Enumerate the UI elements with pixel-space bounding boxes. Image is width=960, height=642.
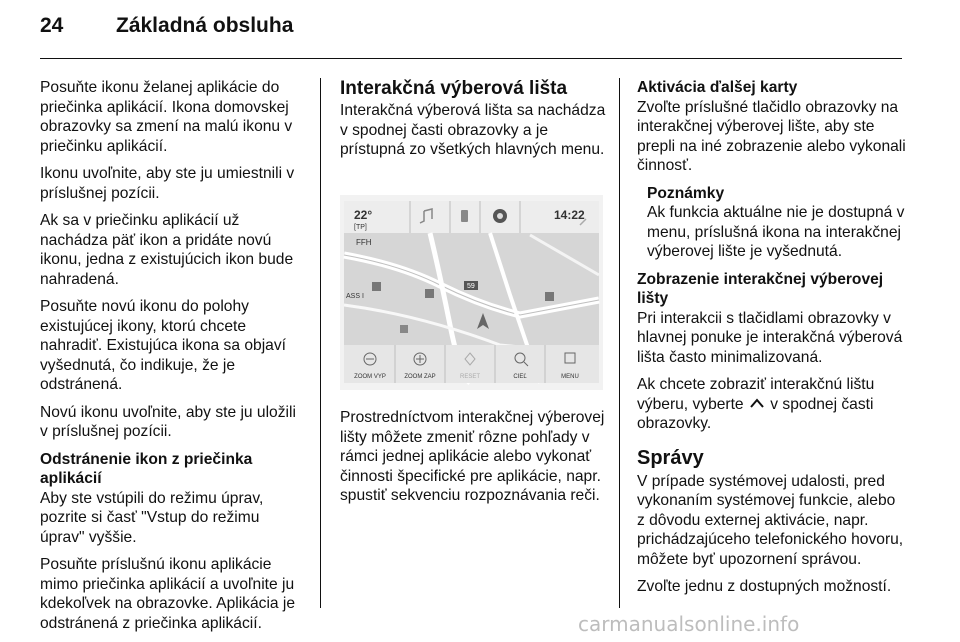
paragraph: Ikonu uvoľnite, aby ste ju umiestnili v príslušnej pozícii. — [40, 165, 295, 202]
map-place-label: ASS I — [346, 293, 364, 300]
column-divider-2 — [619, 78, 620, 608]
paragraph: Posuňte príslušnú ikonu aplikácie mimo priečinka aplikácií a uvoľnite ju kdekoľvek na obrazovke. Aplikácia je odstránená z priečinka aplikácií. — [40, 556, 296, 632]
column-3 — [637, 78, 907, 605]
poi-icon — [400, 325, 408, 333]
column-divider-1 — [320, 78, 321, 608]
zoom-in-button: ZOOM ZAP — [404, 374, 436, 380]
paragraph: Interakčná výberová lišta sa nachádza v spodnej časti obrazovky a je prístupná zo všetkých hlavných menu. — [340, 102, 606, 158]
poi-icon — [372, 282, 381, 291]
menu-button: MENU — [561, 374, 579, 380]
paragraph: Ak sa v priečinku aplikácií už nachádza päť ikon a pridáte novú ikonu, jedna z existujúcich ikon bude nahradená. — [40, 212, 294, 288]
paragraph: Prostredníctvom interakčnej výberovej lišty môžete zmeniť rôzne pohľady v rámci jednej aplikácie alebo vykonať činnosti špecifické pre aplikácie, napr. spustiť sekvenciu rozpoznávania reči. — [340, 409, 605, 504]
screen-svg — [340, 195, 603, 390]
column-1 — [40, 78, 308, 641]
note-block — [647, 184, 907, 262]
chapter-title: Základná obsluha — [116, 14, 294, 37]
clock-label: 14:22 — [554, 208, 585, 222]
paragraph: Zvoľte jednu z dostupných možností. — [637, 578, 892, 595]
header-divider — [40, 58, 902, 59]
station-label: FFH — [356, 238, 372, 247]
paragraph-with-icon — [637, 375, 907, 434]
road-number-label: 59 — [467, 283, 475, 290]
paragraph: V prípade systémovej udalosti, pred vykonaním systémovej funkcie, alebo z dôvodu externej aktivácie, napr. prichádzajúceho telefonického hovoru, môžete byť upozornení správou. — [637, 472, 904, 568]
subheading-remove-icons: Odstránenie ikon z priečinka aplikácií — [40, 450, 253, 487]
page-number: 24 — [40, 14, 64, 37]
infotainment-screen-illustration — [340, 195, 603, 390]
phone-icon — [461, 210, 468, 222]
tp-label: [TP] — [354, 224, 367, 231]
paragraph-text-after: v spodnej časti obrazovky. — [637, 395, 874, 432]
note-text: Ak funkcia aktuálne nie je dostupná v menu, príslušná ikona na interakčnej výberovej lište je vyšednutá. — [647, 204, 905, 260]
column-2-lower — [340, 408, 608, 514]
paragraph: Posuňte novú ikonu do polohy existujúcej ikony, ktorú chcete nahradiť. Existujúca ikona sa objaví vyšednutá, čo indikuje, že je odstránená. — [40, 298, 286, 393]
temperature-label: 22° — [354, 208, 373, 222]
subheading-show-bar: Zobrazenie interakčnej výberovej lišty — [637, 270, 884, 307]
zoom-out-button: ZOOM VYP — [354, 374, 386, 380]
section-title-messages: Správy — [637, 446, 704, 469]
paragraph-text-before: Ak chcete zobraziť interakčnú lištu výberu, vyberte — [637, 376, 875, 413]
destination-button: CIEĽ — [513, 374, 527, 380]
poi-icon — [545, 292, 554, 301]
navigation-icon-center — [497, 213, 503, 219]
subheading-activate-tab: Aktivácia ďalšej karty — [637, 79, 798, 96]
paragraph: Posuňte ikonu želanej aplikácie do priečinka aplikácií. Ikona domovskej obrazovky sa zmení na malú ikonu v priečinku aplikácií. — [40, 79, 293, 155]
poi-icon — [425, 289, 434, 298]
section-title-interaction-bar: Interakčná výberová lišta — [340, 78, 568, 99]
watermark: carmanualsonline.info — [578, 612, 800, 636]
column-2 — [340, 78, 608, 168]
paragraph: Pri interakcii s tlačidlami obrazovky v hlavnej ponuke je interakčná výberová lišta často minimalizovaná. — [637, 309, 903, 366]
paragraph: Aby ste vstúpili do režimu úprav, pozrite si časť "Vstup do režimu úprav" vyššie. — [40, 489, 264, 546]
note-title: Poznámky — [647, 184, 725, 202]
reset-button: RESET — [459, 374, 481, 380]
paragraph: Novú ikonu uvoľnite, aby ste ju uložili v príslušnej pozícii. — [40, 403, 296, 440]
paragraph: Zvoľte príslušné tlačidlo obrazovky na interakčnej výberovej lište, aby ste prepli na iné zobrazenie alebo vykonali činnosť. — [637, 98, 906, 174]
chevron-up-icon — [748, 396, 766, 410]
